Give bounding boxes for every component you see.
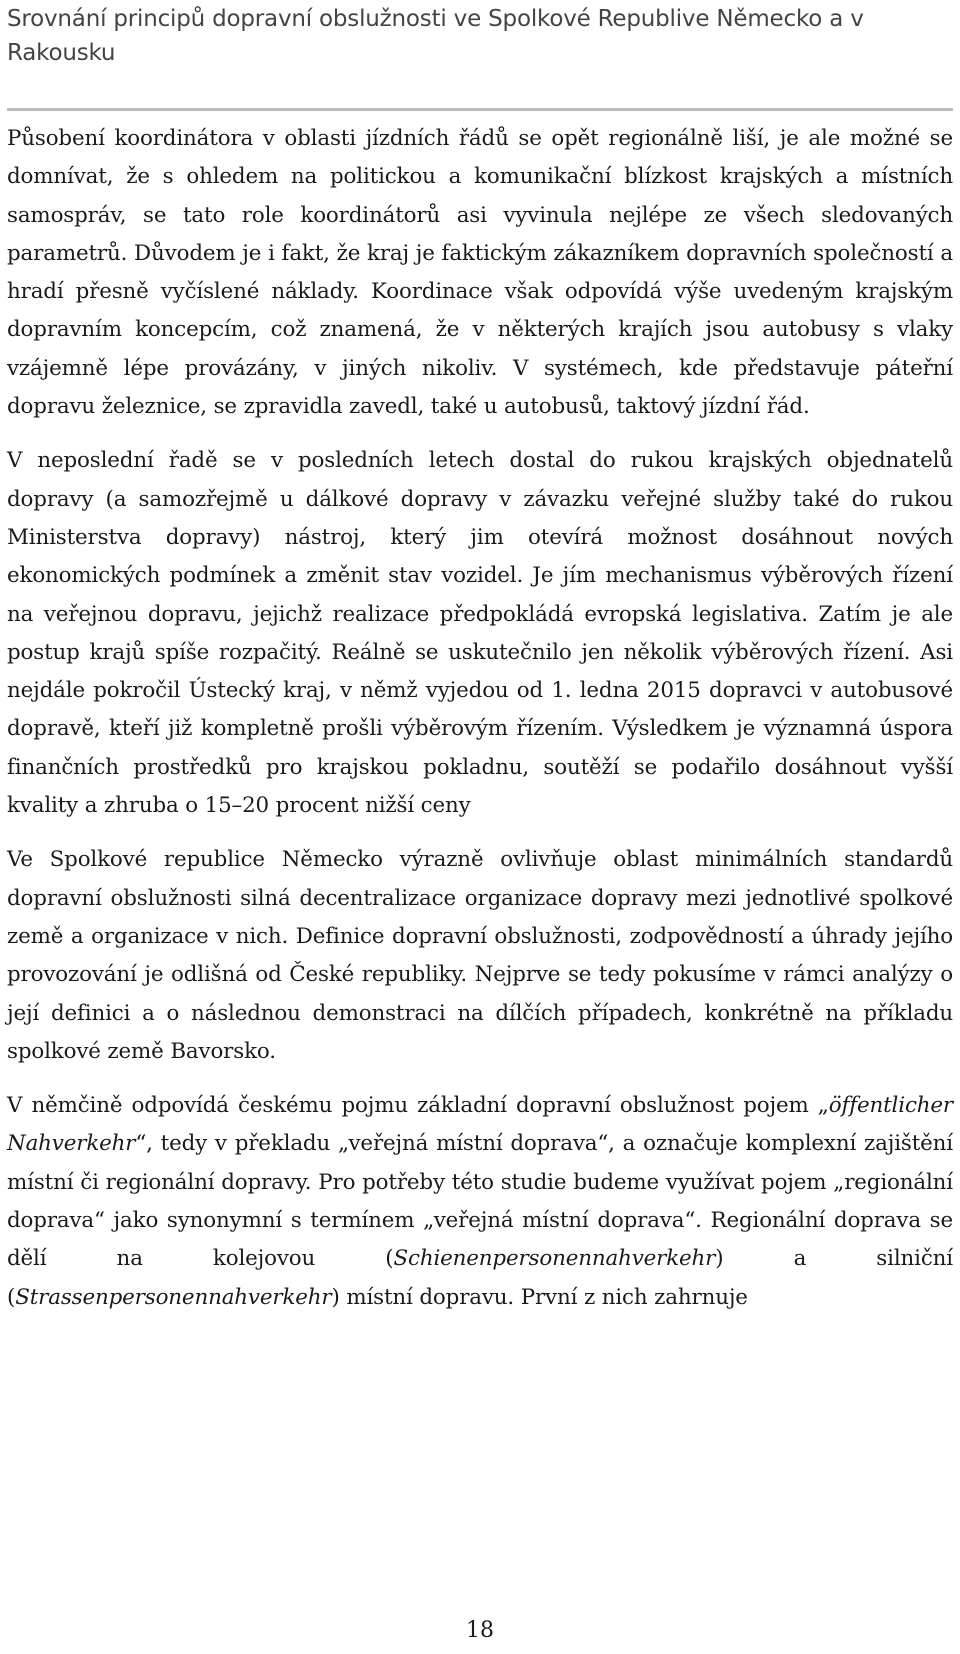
term-strassenpersonennahverkehr: Strassenpersonennahverkehr [15, 1284, 332, 1310]
term-oeffentlicher-nahverkehr: öffentlicher Nahverkehr [7, 1093, 953, 1157]
paragraph-coordinator: Působení koordinátora v oblasti jízdních řádů se opět regionálně liší, je ale možné se domnívat, že s ohledem na politickou a komunikační blízkost krajských a místních samospráv, se tato role koordinátorů asi vyvinula nejlépe ze všech sledovaných parametrů. Důvodem je i fakt, že kraj je faktickým zákazníkem dopravních společností a hradí přesně vyčíslené náklady. Koordinace však odpovídá výše uvedeným krajským dopravním koncepcím, což znamená, že v některých krajích jsou autobusy s vlaky vzájemně lépe provázány, v jiných nikoliv. V systémech, kde představuje páteřní dopravu železnice, se zpravidla zavedl, také u autobusů, taktový jízdní řád. [7, 126, 953, 420]
paragraph-tenders: V neposlední řadě se v posledních letech dostal do rukou krajských objednatelů dopravy (a samozřejmě u dálkové dopravy v závazku veřejné služby také do rukou Ministerstva dopravy) nástroj, který jim otevírá možnost dosáhnout nových ekonomických podmínek a změnit stav vozidel. Je jím mechanismus výběrových řízení na veřejnou dopravu, jejichž realizace předpokládá evropská legislativa. Zatím je ale postup krajů spíše rozpačitý. Reálně se uskutečnilo jen několik výběrových řízení. Asi nejdále pokročil Ústecký kraj, v němž vyjedou od 1. ledna 2015 dopravci v autobusové dopravě, kteří již kompletně prošli výběrovým řízením. Výsledkem je významná úspora finančních prostředků pro krajskou pokladnu, soutěží se podařilo dosáhnout vyšší kvality a zhruba o 15–20 procent nižší ceny [7, 448, 953, 819]
body-text [7, 120, 953, 1317]
definition-text-2: “, tedy v překladu „veřejná místní doprava“, a označuje komplexní zajištění místní či regionální dopravy. Pro potřeby této studie budeme využívat pojem „regionální doprava“ jako synonymní s termínem „veřejná místní doprava“. Regionální doprava se dělí na kolejovou ( [7, 1131, 953, 1272]
definition-text-3: ) a silniční ( [7, 1246, 953, 1310]
paragraph-germany: Ve Spolkové republice Německo výrazně ovlivňuje oblast minimálních standardů dopravní obslužnosti silná decentralizace organizace dopravy mezi jednotlivé spolkové země a organizace v nich. Definice dopravní obslužnosti, zodpovědností a úhrady jejího provozování je odlišná od České republiky. Nejprve se tedy pokusíme v rámci analýzy o její definici a o následnou demonstraci na dílčích případech, konkrétně na příkladu spolkové země Bavorsko. [7, 847, 953, 1064]
header-rule [7, 108, 953, 111]
term-schienenpersonennahverkehr: Schienenpersonennahverkehr [393, 1246, 716, 1272]
paragraph-definition [7, 1087, 953, 1317]
running-header: Srovnání principů dopravní obslužnosti ve Spolkové Republive Německo a v Rakousku [7, 6, 864, 66]
definition-text-1: V němčině odpovídá českému pojmu základní dopravní obslužnost pojem „ [7, 1093, 829, 1119]
page-number: 18 [466, 1618, 494, 1643]
definition-text-4: ) místní dopravu. První z nich zahrnuje [331, 1284, 748, 1310]
